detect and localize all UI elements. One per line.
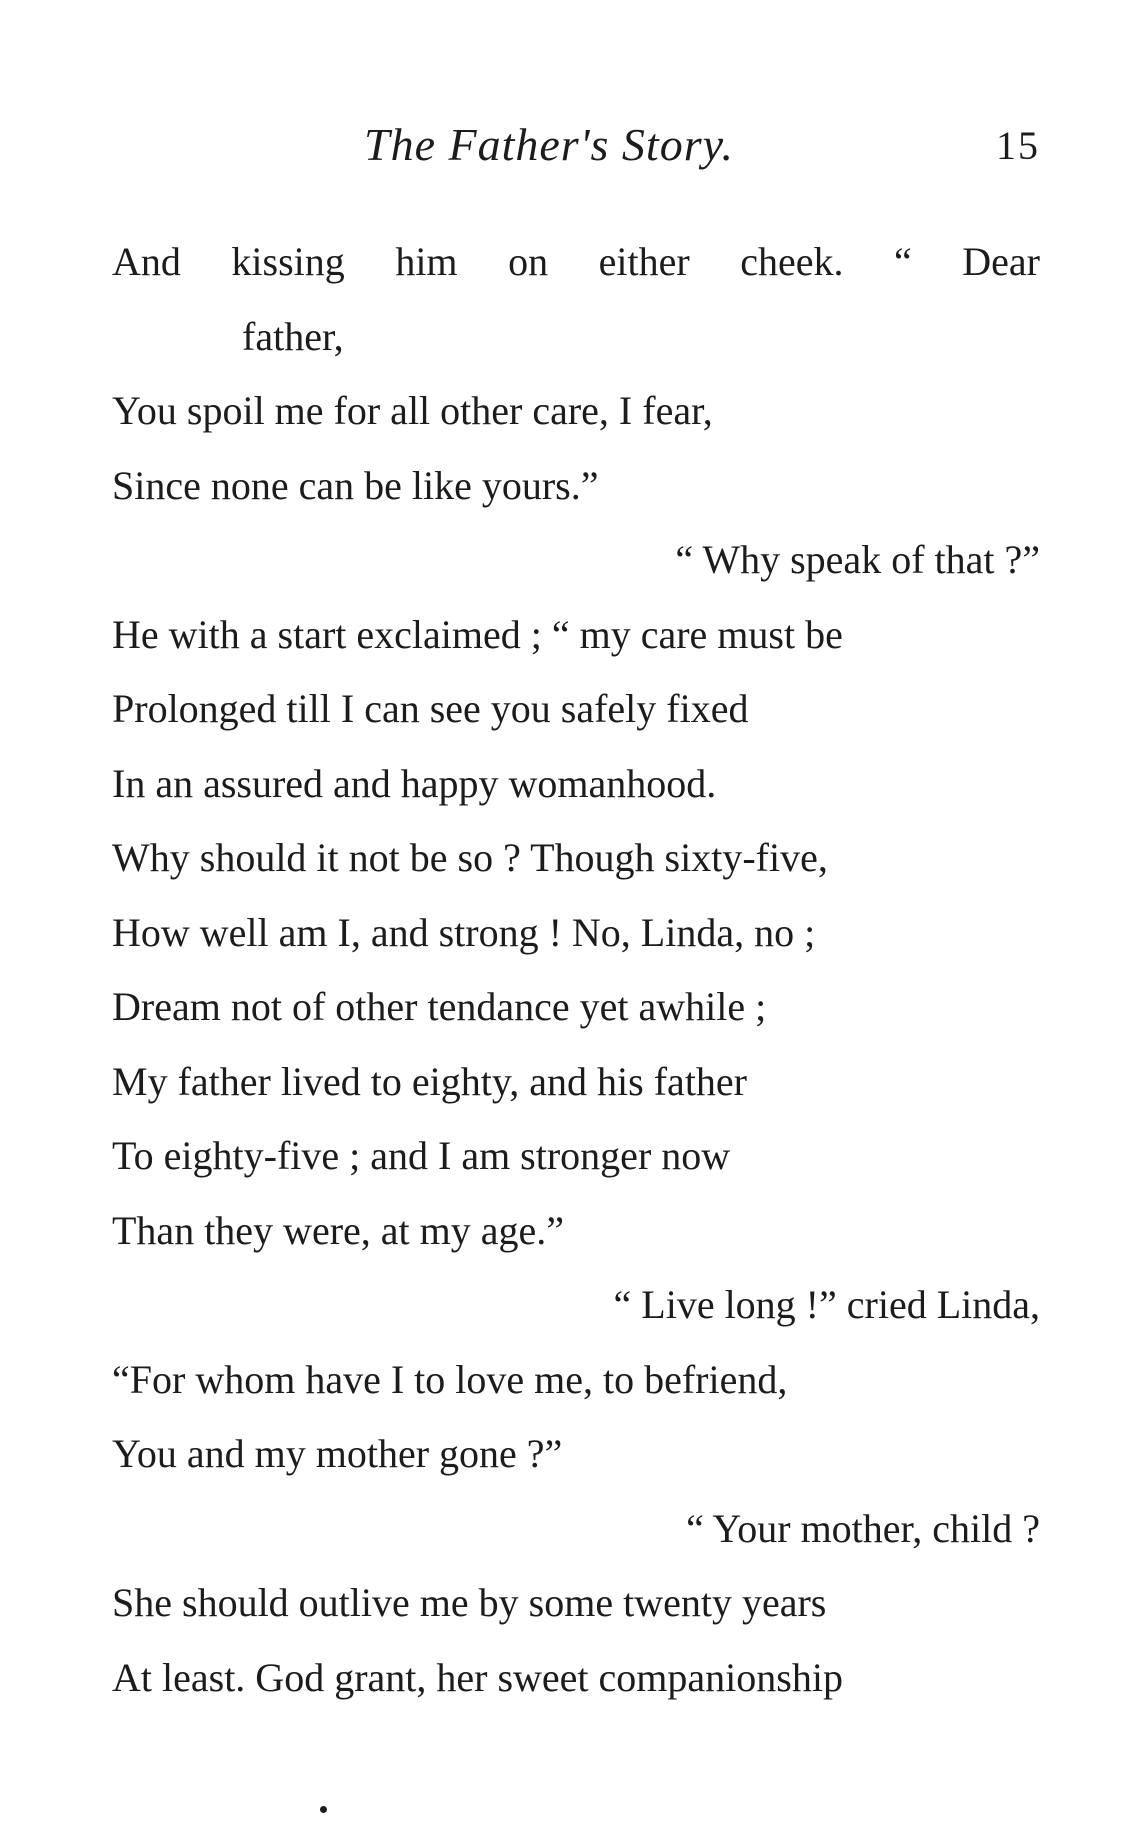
verse-line: father, <box>242 313 344 359</box>
verse-line: In an assured and happy womanhood. <box>112 760 717 806</box>
running-head <box>110 118 1040 178</box>
verse-line: Dream not of other tendance yet awhile ; <box>112 984 767 1029</box>
verse-line: At least. God grant, her sweet companionship <box>112 1654 843 1700</box>
verse-line: He with a start exclaimed ; “ my care must be <box>112 611 843 657</box>
verse-line: How well am I, and strong ! No, Linda, no ; <box>112 909 816 955</box>
page-number: 15 <box>996 123 1040 168</box>
verse-line: You and my mother gone ?” <box>112 1431 563 1476</box>
running-title: The Father's Story. <box>364 119 734 170</box>
verse-line: “ Why speak of that ?” <box>675 537 1040 582</box>
verse-line: “ Your mother, child ? <box>686 1505 1040 1551</box>
verse-line: And kissing him on either cheek. “ Dear <box>112 239 1040 284</box>
verse-line: To eighty-five ; and I am stronger now <box>112 1133 731 1178</box>
verse-line: Than they were, at my age.” <box>112 1207 565 1253</box>
verse-line: Since none can be like yours.” <box>112 462 599 508</box>
verse-line: My father lived to eighty, and his father <box>112 1058 747 1104</box>
verse-line: “ Live long !” cried Linda, <box>613 1282 1040 1327</box>
printer-dot-mark <box>320 1806 327 1813</box>
verse-line: “For whom have I to love me, to befriend, <box>112 1356 788 1402</box>
verse-line: Why should it not be so ? Though sixty-five, <box>112 835 828 880</box>
verse-line: Prolonged till I can see you safely fixed <box>112 686 749 731</box>
verse-line: You spoil me for all other care, I fear, <box>112 388 713 433</box>
verse-line: She should outlive me by some twenty years <box>112 1580 827 1625</box>
poem-text <box>112 232 1040 1722</box>
